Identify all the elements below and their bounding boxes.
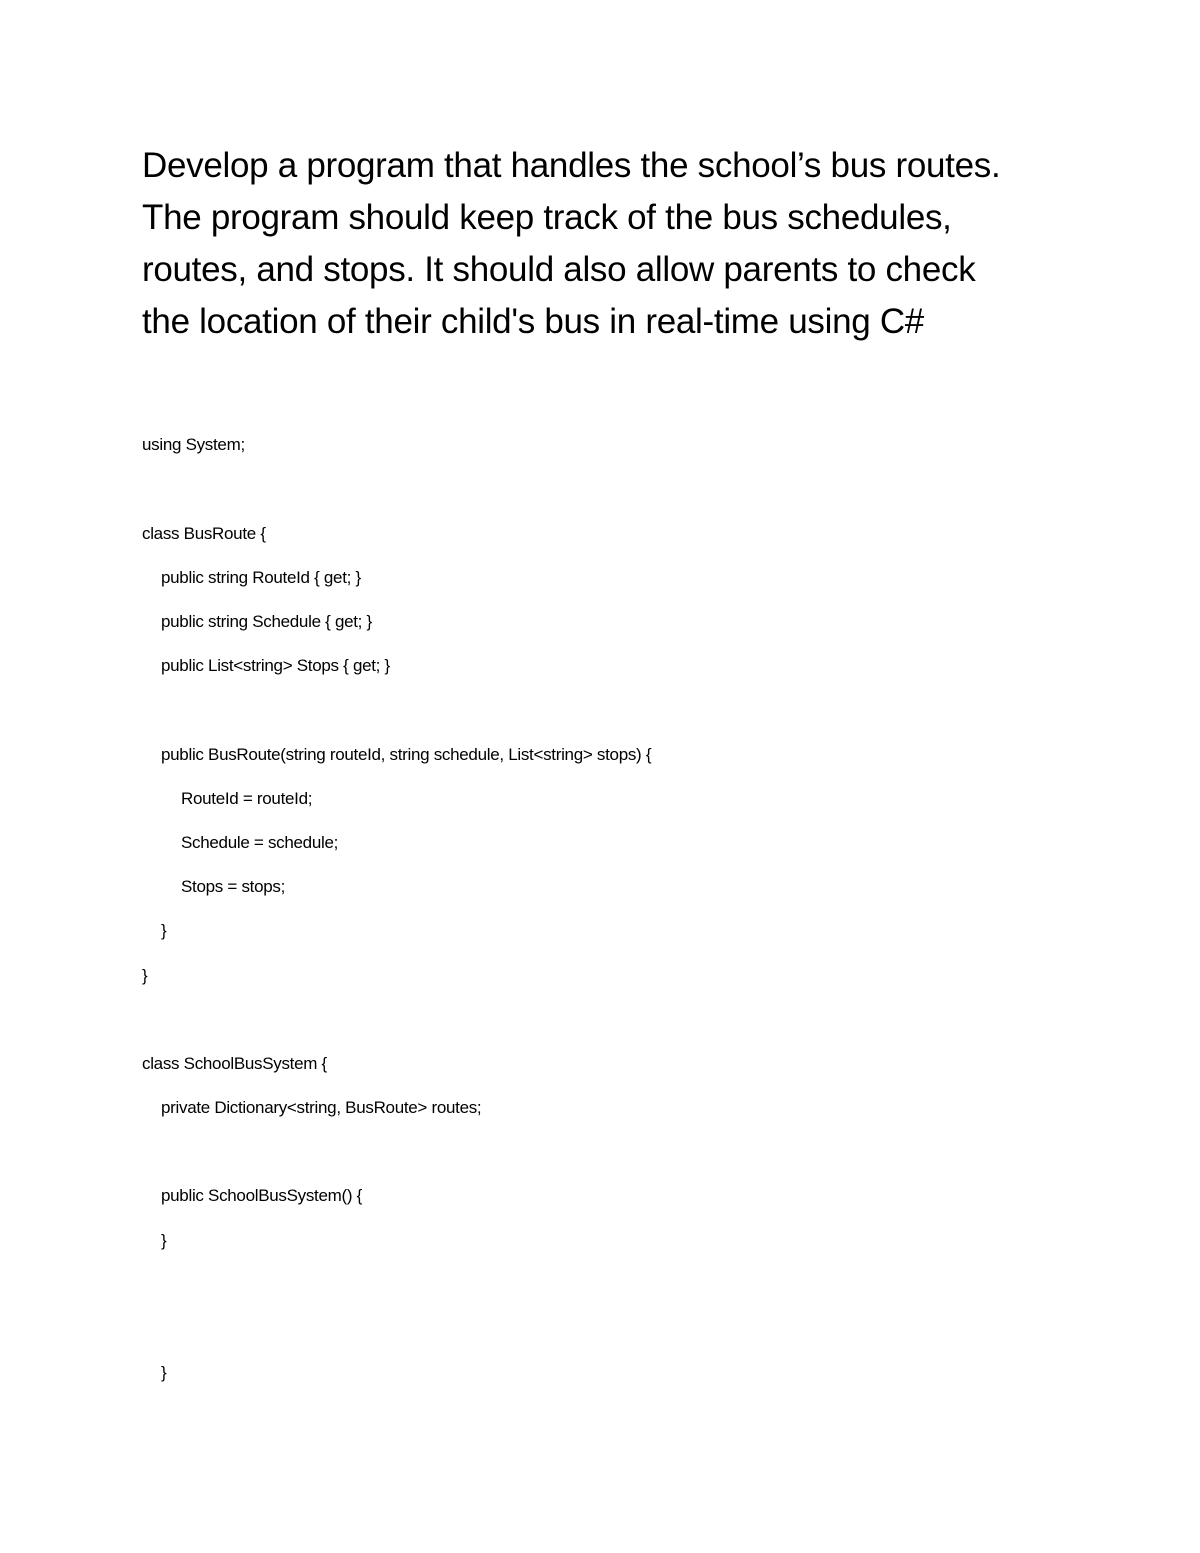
code-line: Stops = stops;	[181, 877, 286, 896]
assignment-heading	[142, 140, 1102, 348]
heading-line: routes, and stops. It should also allow parents to check	[142, 250, 976, 289]
code-line: private Dictionary<string, BusRoute> routes;	[161, 1098, 482, 1117]
code-line: RouteId = routeId;	[181, 789, 313, 808]
code-line: public SchoolBusSystem() {	[161, 1186, 363, 1205]
code-line: Schedule = schedule;	[181, 833, 339, 852]
heading-line: The program should keep track of the bus schedules,	[142, 198, 952, 237]
code-line: class BusRoute {	[142, 524, 266, 543]
code-line: }	[161, 1363, 167, 1382]
code-line: }	[161, 921, 167, 940]
code-line: }	[161, 1231, 167, 1250]
code-line: class SchoolBusSystem {	[142, 1054, 327, 1073]
code-line: public List<string> Stops { get; }	[161, 656, 390, 675]
code-line: using System;	[142, 435, 245, 454]
code-line: public string Schedule { get; }	[161, 612, 372, 631]
code-line: public BusRoute(string routeId, string schedule, List<string> stops) {	[161, 745, 652, 764]
heading-line: the location of their child's bus in real-time using C#	[142, 302, 924, 341]
heading-line: Develop a program that handles the school’s bus routes.	[142, 146, 1001, 185]
code-line: public string RouteId { get; }	[161, 568, 361, 587]
code-line: }	[142, 966, 148, 985]
